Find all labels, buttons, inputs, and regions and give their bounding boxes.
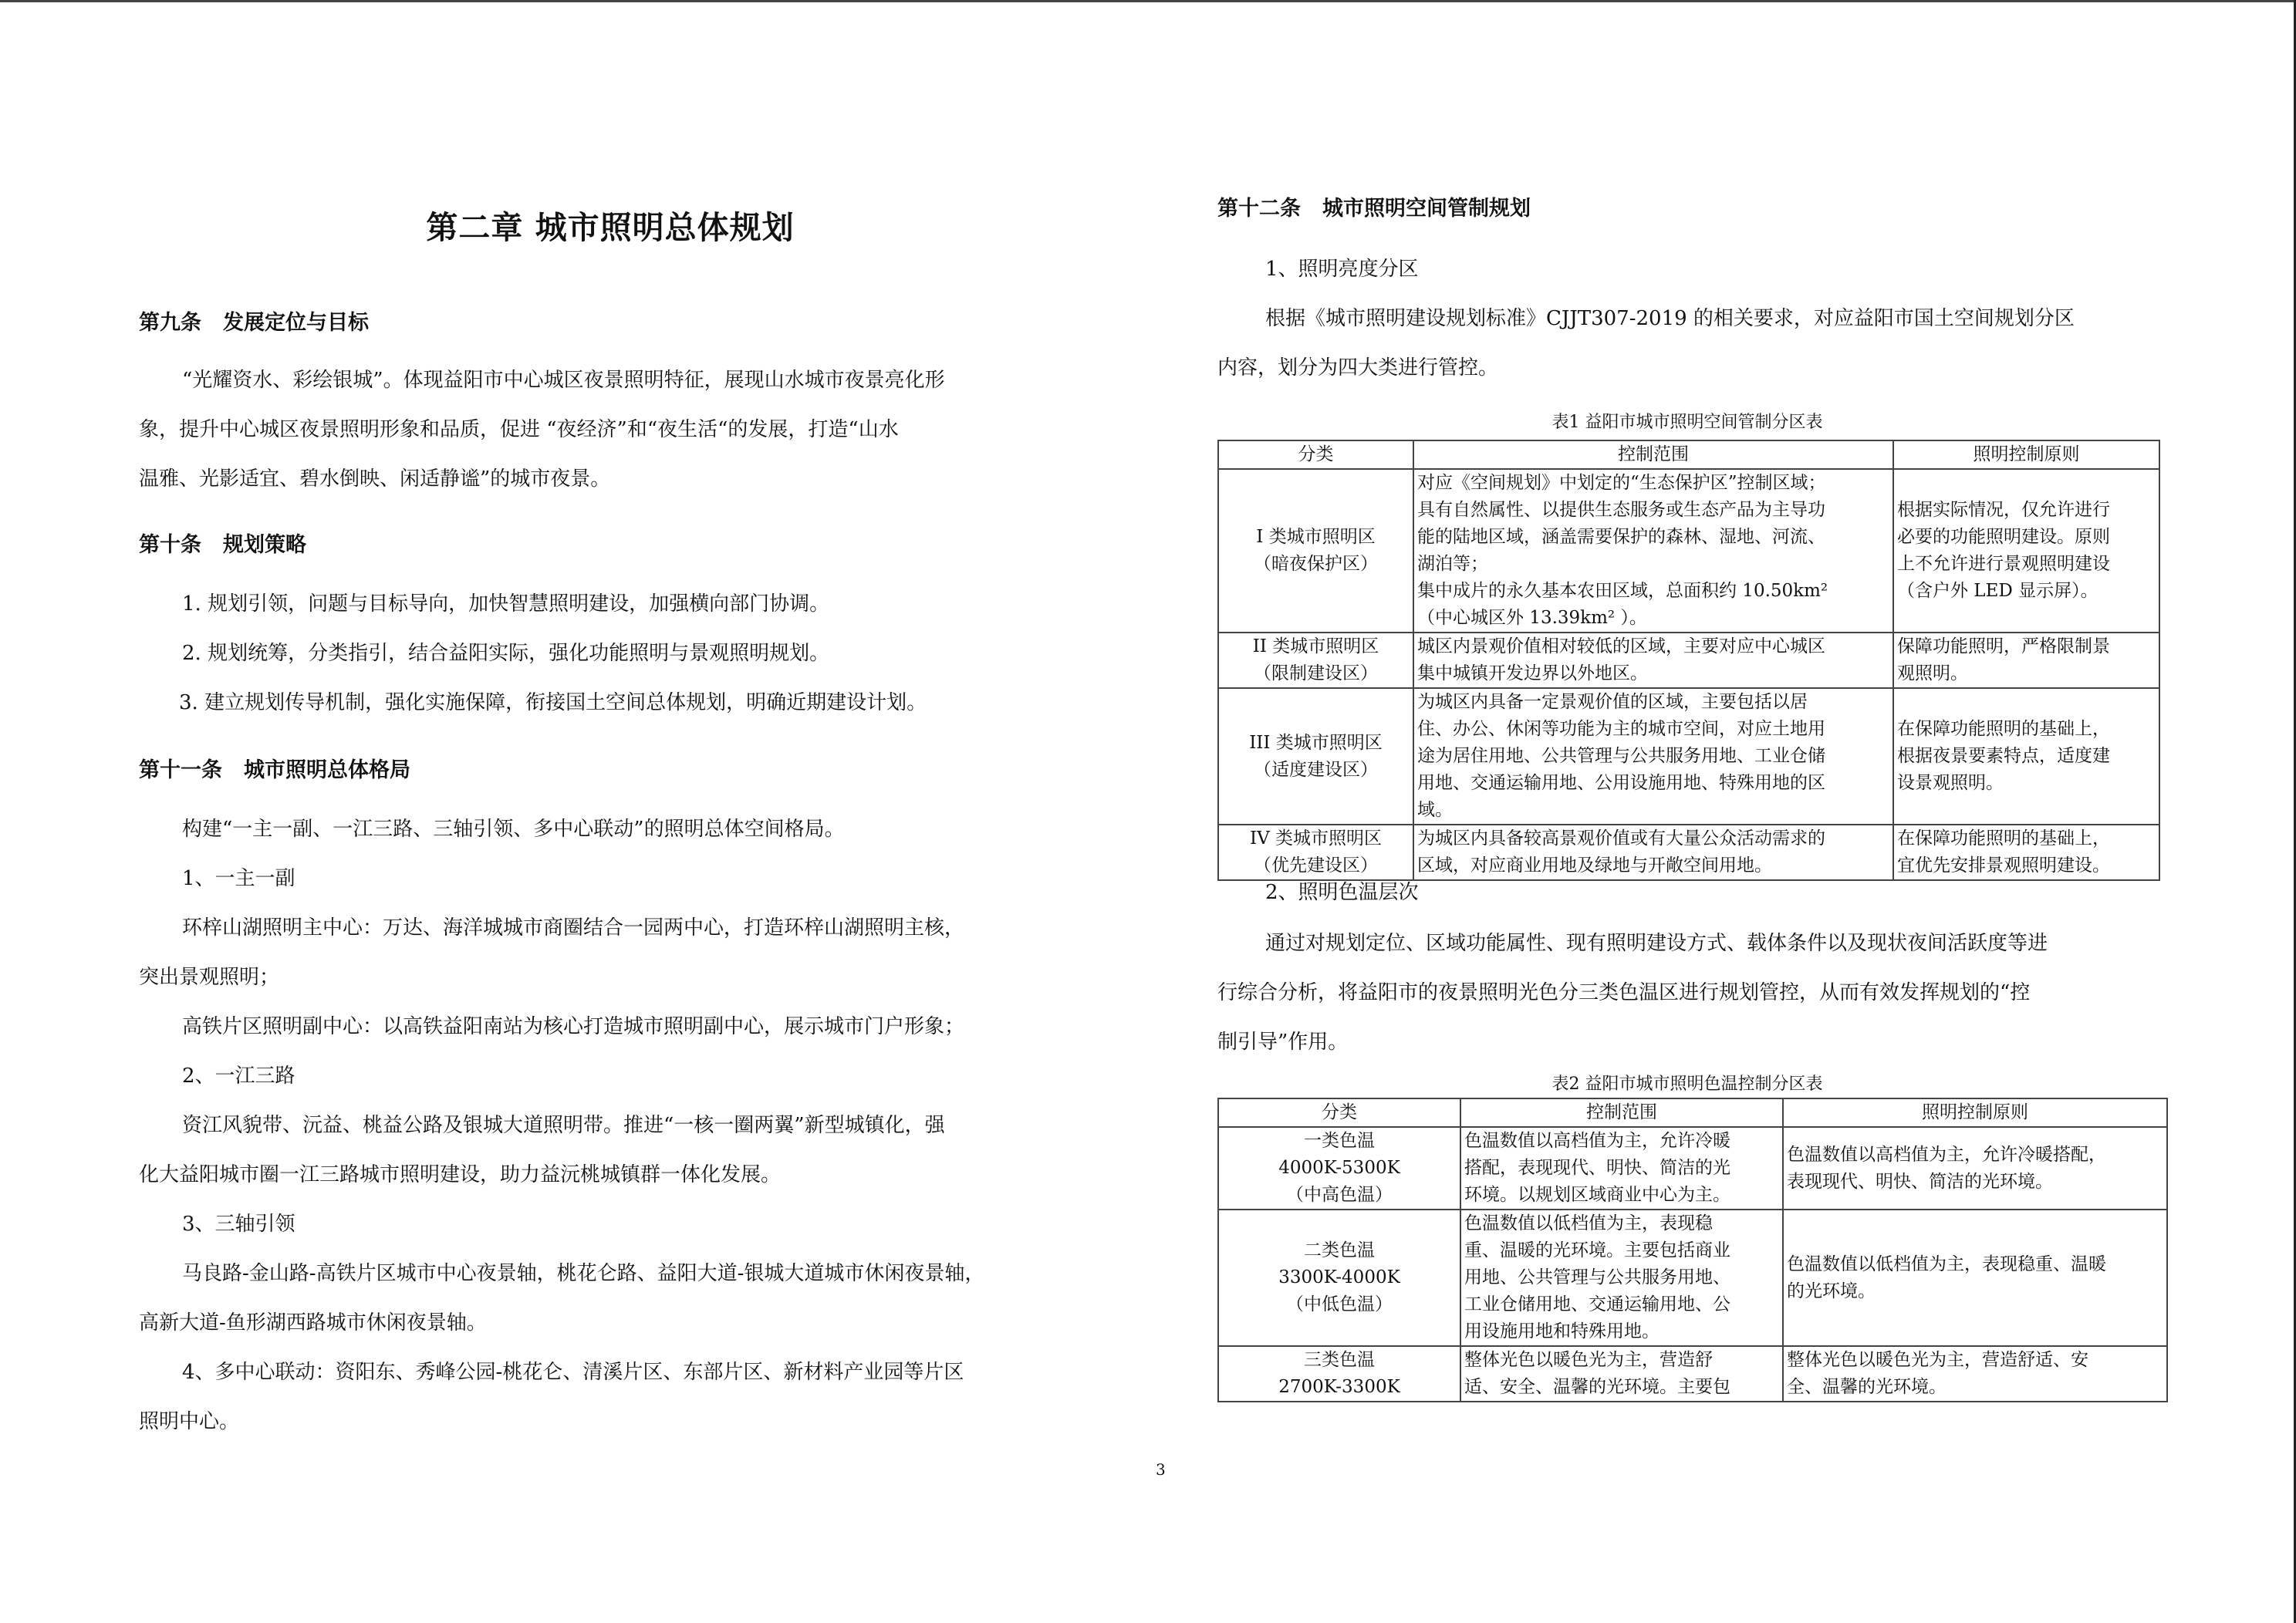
table-2-scope-cell <box>1460 1210 1783 1346</box>
table-1-category-cell-line: （优先建设区） <box>1254 855 1378 876</box>
article-12-title: 城市照明空间管制规划 <box>1322 197 1531 221</box>
table-1-row <box>1218 469 2159 633</box>
table-1-scope-cell <box>1413 825 1893 880</box>
table-2-scope-cell-line: 用地、公共管理与公共服务用地、 <box>1464 1267 1730 1287</box>
table-1-principle-cell-line: 上不允许进行景观照明建设 <box>1897 554 2110 574</box>
table-2-scope-cell-line: 环境。以规划区域商业中心为主。 <box>1464 1185 1730 1205</box>
table-1-category-cell-line: II 类城市照明区 <box>1252 636 1379 656</box>
table-2-principle-cell <box>1783 1127 2167 1210</box>
art12-section-1-title: 1、照明亮度分区 <box>1265 258 1419 281</box>
article-9-heading <box>139 305 369 336</box>
table-2-principle-cell <box>1783 1210 2167 1346</box>
table-2-category-cell-line: 三类色温 <box>1304 1350 1375 1370</box>
table-2-row <box>1218 1346 2167 1402</box>
table-1-scope-cell-line: 能的陆地区域，涵盖需要保护的森林、湿地、河流、 <box>1417 527 1825 547</box>
table-2-caption: 表2 益阳市城市照明色温控制分区表 <box>1551 1075 1823 1094</box>
table-1-row <box>1218 825 2159 880</box>
table-2-scope-cell-line: 色温数值以低档值为主，表现稳 <box>1464 1213 1713 1233</box>
table-1-principle-cell-line: 在保障功能照明的基础上， <box>1897 719 2110 739</box>
chapter-title: 第二章 城市照明总体规划 <box>426 209 795 246</box>
art11-intro: 构建“一主一副、一江三路、三轴引领、多中心联动”的照明总体空间格局。 <box>182 818 845 841</box>
art11-s1-line-3: 高铁片区照明副中心：以高铁益阳南站为核心打造城市照明副中心，展示城市门户形象； <box>182 1015 965 1038</box>
table-2-scope-cell <box>1460 1127 1783 1210</box>
table-2-scope-cell-line: 适、安全、温馨的光环境。主要包 <box>1464 1377 1730 1397</box>
art12-s2-line-2: 行综合分析，将益阳市的夜景照明光色分三类色温区进行规划管控，从而有效发挥规划的“控 <box>1217 981 2031 1004</box>
table-1-scope-cell-line: 湖泊等； <box>1417 554 1488 574</box>
table-2-scope-cell-line: 整体光色以暖色光为主，营造舒 <box>1464 1350 1713 1370</box>
table-1-header-row <box>1218 440 2159 469</box>
table-2-category-cell <box>1218 1346 1460 1402</box>
table-1-scope-cell-line: 为城区内具备一定景观价值的区域，主要包括以居 <box>1417 692 1808 712</box>
table-2-header-principle: 照明控制原则 <box>1783 1098 2167 1127</box>
article-9-number: 第九条 <box>139 311 201 335</box>
art12-s1-line-1: 根据《城市照明建设规划标准》CJJT307-2019 的相关要求，对应益阳市国土空间规划分区 <box>1265 307 2075 330</box>
article-12-heading <box>1217 191 1531 221</box>
table-2-category-cell-line: 3300K-4000K <box>1278 1267 1400 1287</box>
table-1-category-cell-line: （适度建设区） <box>1254 759 1378 780</box>
table-1-scope-cell-line: 具有自然属性、以提供生态服务或生态产品为主导功 <box>1417 500 1825 520</box>
table-2-scope-cell-line: 工业仓储用地、交通运输用地、公 <box>1464 1294 1730 1314</box>
table-1-category-cell <box>1218 688 1413 825</box>
table-1-scope-cell <box>1413 469 1893 633</box>
strategy-item-2: 2. 规划统筹，分类指引，结合益阳实际，强化功能照明与景观照明规划。 <box>182 642 830 665</box>
table-1-principle-cell-line: （含户外 LED 显示屏）。 <box>1897 581 2098 601</box>
art11-s1-line-1: 环梓山湖照明主中心：万达、海洋城城市商圈结合一园两中心，打造环梓山湖照明主核， <box>182 916 965 940</box>
strategy-item-1: 1. 规划引领，问题与目标导向，加快智慧照明建设，加强横向部门协调。 <box>182 592 830 616</box>
table-1-caption: 表1 益阳市城市照明空间管制分区表 <box>1551 413 1823 432</box>
table-1-scope-cell-line: 集中城镇开发边界以外地区。 <box>1417 663 1648 683</box>
table-1-header-principle: 照明控制原则 <box>1893 440 2159 469</box>
table-1-scope-cell-line: 用地、交通运输用地、公用设施用地、特殊用地的区 <box>1417 773 1825 793</box>
art11-s2-line-1: 资江风貌带、沅益、桃益公路及银城大道照明带。推进“一核一圈两翼”新型城镇化，强 <box>182 1114 945 1137</box>
table-1-category-cell-line: I 类城市照明区 <box>1256 527 1376 547</box>
page-number: 3 <box>1156 1460 1166 1479</box>
art12-section-2-title: 2、照明色温层次 <box>1265 881 1419 904</box>
table-1-principle-cell-line: 保障功能照明，严格限制景 <box>1897 636 2110 656</box>
table-1-scope-cell-line: 住、办公、休闲等功能为主的城市空间，对应土地用 <box>1417 719 1825 739</box>
table-1-scope-cell-line: 途为居住用地、公共管理与公共服务用地、工业仓储 <box>1417 746 1825 766</box>
table-2-category-cell <box>1218 1210 1460 1346</box>
table-1-scope-cell-line: 为城区内具备较高景观价值或有大量公众活动需求的 <box>1417 828 1825 849</box>
table-1-principle-cell <box>1893 825 2159 880</box>
art11-s4-line-2: 照明中心。 <box>139 1410 240 1433</box>
table-2-principle-cell-line: 整体光色以暖色光为主，营造舒适、安 <box>1787 1350 2088 1370</box>
table-1-principle-cell-line: 设景观照明。 <box>1897 773 2004 793</box>
art9-line-2: 象，提升中心城区夜景照明形象和品质，促进 “夜经济”和“夜生活“的发展，打造“山水 <box>139 418 899 441</box>
article-11-number: 第十一条 <box>139 758 222 782</box>
table-2-principle-cell-line: 的光环境。 <box>1787 1281 1876 1301</box>
table-1-category-cell-line: （暗夜保护区） <box>1254 554 1378 574</box>
table-2-header-scope: 控制范围 <box>1460 1098 1783 1127</box>
table-1-scope-cell-line: 城区内景观价值相对较低的区域，主要对应中心城区 <box>1417 636 1825 656</box>
table-2-principle-cell-line: 全、温馨的光环境。 <box>1787 1377 1947 1397</box>
table-2-principle-cell-line: 色温数值以低档值为主，表现稳重、温暖 <box>1787 1254 2106 1274</box>
table-1-category-cell <box>1218 633 1413 688</box>
table-2-color-temperature <box>1217 1098 2168 1402</box>
table-1-header-category: 分类 <box>1218 440 1413 469</box>
table-1-scope-cell-line: 对应《空间规划》中划定的“生态保护区”控制区域； <box>1417 473 1826 493</box>
table-2-category-cell-line: （中高色温） <box>1286 1185 1393 1205</box>
table-2-row <box>1218 1127 2167 1210</box>
table-2-category-cell-line: 2700K-3300K <box>1278 1377 1400 1397</box>
article-12-number: 第十二条 <box>1217 197 1301 221</box>
table-1-scope-cell-line: 集中成片的永久基本农田区域，总面积约 10.50km² <box>1417 581 1828 601</box>
art11-section-1-title: 1、一主一副 <box>182 867 295 890</box>
article-11-heading <box>139 753 410 783</box>
article-10-heading <box>139 528 306 558</box>
table-1-category-cell-line: （限制建设区） <box>1254 663 1378 683</box>
table-1-header-scope: 控制范围 <box>1413 440 1893 469</box>
table-1-row <box>1218 633 2159 688</box>
table-1-principle-cell <box>1893 688 2159 825</box>
table-1-scope-cell-line: 域。 <box>1417 800 1453 820</box>
art11-section-3-title: 3、三轴引领 <box>182 1213 295 1236</box>
table-2-category-cell-line: 4000K-5300K <box>1278 1158 1400 1178</box>
art11-s3-line-1: 马良路-金山路-高铁片区城市中心夜景轴，桃花仑路、益阳大道-银城大道城市休闲夜景轴， <box>182 1262 985 1285</box>
table-1-lighting-zones <box>1217 440 2160 881</box>
table-1-scope-cell-line: （中心城区外 13.39km² ）。 <box>1417 608 1647 628</box>
table-1-category-cell-line: IV 类城市照明区 <box>1249 828 1382 849</box>
strategy-item-3: 3. 建立规划传导机制，强化实施保障，衔接国土空间总体规划，明确近期建设计划。 <box>179 691 927 714</box>
table-2-header-category: 分类 <box>1218 1098 1460 1127</box>
table-1-category-cell <box>1218 825 1413 880</box>
table-1-category-cell <box>1218 469 1413 633</box>
table-1-principle-cell <box>1893 633 2159 688</box>
table-2-scope-cell-line: 搭配，表现现代、明快、简洁的光 <box>1464 1158 1730 1178</box>
article-11-title: 城市照明总体格局 <box>244 758 410 782</box>
table-1-scope-cell-line: 区域，对应商业用地及绿地与开敞空间用地。 <box>1417 855 1772 876</box>
article-9-title: 发展定位与目标 <box>223 311 369 335</box>
table-1-principle-cell-line: 必要的功能照明建设。原则 <box>1897 527 2110 547</box>
art12-s2-line-1: 通过对规划定位、区域功能属性、现有照明建设方式、载体条件以及现状夜间活跃度等进 <box>1265 932 2048 955</box>
table-2-principle-cell-line: 色温数值以高档值为主，允许冷暖搭配， <box>1787 1144 2106 1165</box>
art11-s1-line-2: 突出景观照明； <box>139 966 280 989</box>
table-1-scope-cell <box>1413 633 1893 688</box>
art9-line-1: “光耀资水、彩绘银城”。体现益阳市中心城区夜景照明特征，展现山水城市夜景亮化形 <box>182 369 945 392</box>
article-10-number: 第十条 <box>139 533 201 557</box>
table-2-category-cell-line: 一类色温 <box>1304 1131 1375 1151</box>
table-2-principle-cell <box>1783 1346 2167 1402</box>
table-2-principle-cell-line: 表现现代、明快、简洁的光环境。 <box>1787 1171 2053 1192</box>
table-2-scope-cell-line: 用设施用地和特殊用地。 <box>1464 1321 1660 1341</box>
table-1-principle-cell-line: 宜优先安排景观照明建设。 <box>1897 855 2110 876</box>
art11-s4-line-1: 4、多中心联动：资阳东、秀峰公园-桃花仑、清溪片区、东部片区、新材料产业园等片区 <box>182 1361 964 1384</box>
article-10-title: 规划策略 <box>223 533 306 557</box>
art12-s2-line-3: 制引导”作用。 <box>1217 1031 1349 1054</box>
table-2-scope-cell-line: 色温数值以高档值为主，允许冷暖 <box>1464 1131 1730 1151</box>
table-1-principle-cell-line: 根据实际情况，仅允许进行 <box>1897 500 2110 520</box>
table-1-principle-cell-line: 观照明。 <box>1897 663 1968 683</box>
page-top-border <box>0 0 2296 2</box>
art12-s1-line-2: 内容，划分为四大类进行管控。 <box>1217 356 1499 380</box>
table-1-row <box>1218 688 2159 825</box>
art11-s2-line-2: 化大益阳城市圈一江三路城市照明建设，助力益沅桃城镇群一体化发展。 <box>139 1163 782 1186</box>
table-1-principle-cell <box>1893 469 2159 633</box>
table-2-scope-cell-line: 重、温暖的光环境。主要包括商业 <box>1464 1240 1730 1260</box>
table-2-category-cell-line: （中低色温） <box>1286 1294 1393 1314</box>
art9-line-3: 温雅、光影适宜、碧水倒映、闲适静谧”的城市夜景。 <box>139 467 611 491</box>
table-2-scope-cell <box>1460 1346 1783 1402</box>
art11-s3-line-2: 高新大道-鱼形湖西路城市休闲夜景轴。 <box>139 1311 487 1335</box>
table-2-category-cell <box>1218 1127 1460 1210</box>
art11-section-2-title: 2、一江三路 <box>182 1065 295 1088</box>
table-1-principle-cell-line: 根据夜景要素特点，适度建 <box>1897 746 2110 766</box>
table-1-principle-cell-line: 在保障功能照明的基础上， <box>1897 828 2110 849</box>
table-2-row <box>1218 1210 2167 1346</box>
table-2-category-cell-line: 二类色温 <box>1304 1240 1375 1260</box>
table-1-scope-cell <box>1413 688 1893 825</box>
table-2-header-row <box>1218 1098 2167 1127</box>
table-1-category-cell-line: III 类城市照明区 <box>1249 732 1383 753</box>
